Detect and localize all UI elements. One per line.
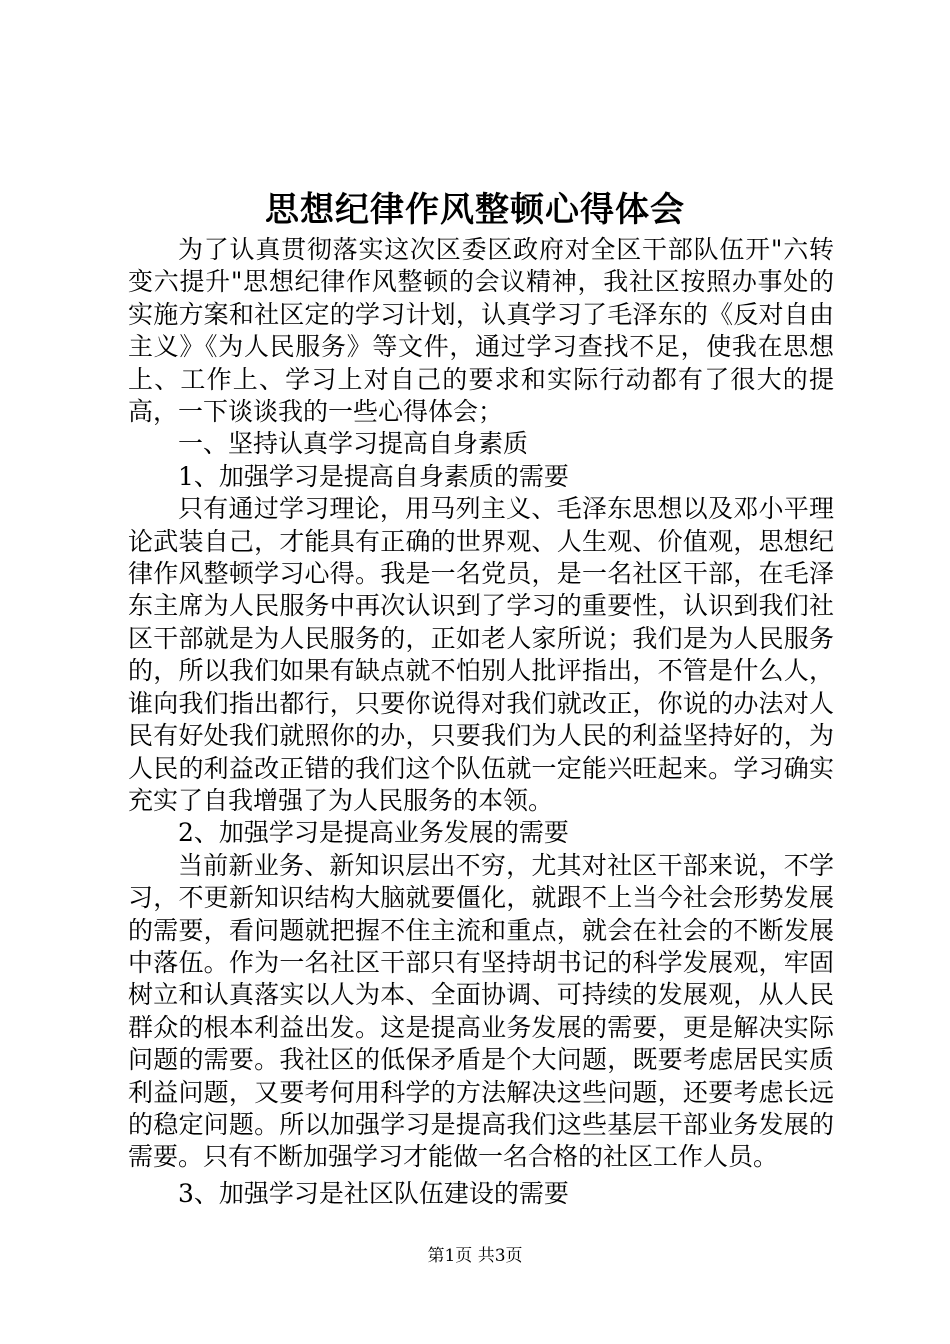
document-body [128,234,834,1210]
paragraph-intro: 为了认真贯彻落实这次区委区政府对全区干部队伍开"六转变六提升"思想纪律作风整顿的会议精神，我社区按照办事处的实施方案和社区定的学习计划，认真学习了毛泽东的《反对自由主义》《为人民服务》等文件，通过学习查找不足，使我在思想上、工作上、学习上对自己的要求和实际行动都有了很大的提高，一下谈谈我的一些心得体会； [128,235,834,427]
section-heading-1: 一、坚持认真学习提高自身素质 [178,429,529,459]
paragraph-subsection-2: 当前新业务、新知识层出不穷，尤其对社区干部来说，不学习，不更新知识结构大脑就要僵化，就跟不上当今社会形势发展的需要，看问题就把握不住主流和重点，就会在社会的不断发展中落伍。作为一名社区干部只有坚持胡书记的科学发展观，牢固树立和认真落实以人为本、全面协调、可持续的发展观，从人民群众的根本利益出发。这是提高业务发展的需要，更是解决实际问题的需要。我社区的低保矛盾是个大问题，既要考虑居民实质利益问题，又要考何用科学的方法解决这些问题，还要考虑长远的稳定问题。所以加强学习是提高我们这些基层干部业务发展的需要。只有不断加强学习才能做一名合格的社区工作人员。 [128,850,834,1172]
subsection-heading-3: 3、加强学习是社区队伍建设的需要 [178,1178,569,1208]
subsection-heading-1: 1、加强学习是提高自身素质的需要 [178,461,569,491]
paragraph-subsection-1: 只有通过学习理论，用马列主义、毛泽东思想以及邓小平理论武装自己，才能具有正确的世界观、人生观、价值观，思想纪律作风整顿学习心得。我是一名党员，是一名社区干部，在毛泽东主席为人民服务中再次认识到了学习的重要性，认识到我们社区干部就是为人民服务的，正如老人家所说；我们是为人民服务的，所以我们如果有缺点就不怕别人批评指出，不管是什么人，谁向我们指出都行，只要你说得对我们就改正，你说的办法对人民有好处我们就照你的办，只要我们为人民的利益坚持好的，为人民的利益改正错的我们这个队伍就一定能兴旺起来。学习确实充实了自我增强了为人民服务的本领。 [128,494,834,815]
document-title: 思想纪律作风整顿心得体会 [265,190,685,230]
page-footer: 第1页 共3页 [427,1246,523,1266]
subsection-heading-2: 2、加强学习是提高业务发展的需要 [178,818,569,848]
